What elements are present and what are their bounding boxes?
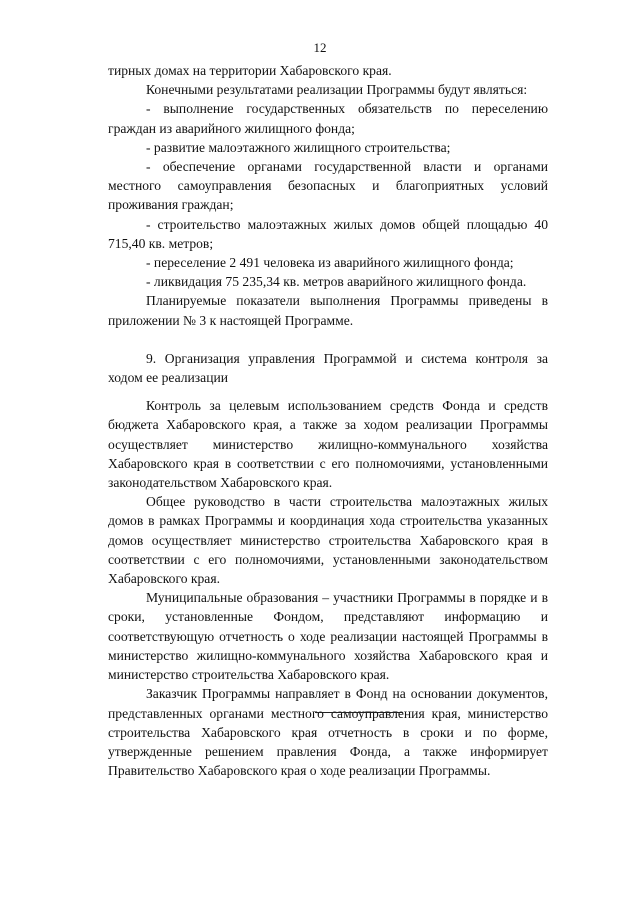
- list-item: - переселение 2 491 человека из аварийного жилищного фонда;: [146, 255, 514, 271]
- paragraph: Муниципальные образования – участники Программы в порядке и в сроки, установленные Фондом, представляют информацию и соответствующую отчетность о ходе реализации настоящей Программы в министерство жилищно-коммунального хозяйства Хабаровского края и министерство строительства Хабаровского края.: [108, 590, 548, 683]
- list-item: - строительство малоэтажных жилых домов общей площадью 40 715,40 кв. метров;: [108, 216, 548, 251]
- paragraph: тирных домах на территории Хабаровского края.: [108, 63, 392, 78]
- list-item: - выполнение государственных обязательств по переселению граждан из аварийного жилищного фонда;: [108, 101, 548, 136]
- page-number: 12: [313, 40, 327, 55]
- list-item: - обеспечение органами государственной власти и органами местного самоуправления безопасных и благоприятных условий проживания граждан;: [108, 159, 548, 213]
- paragraph: Конечными результатами реализации Программы будут являться:: [146, 82, 528, 98]
- section-body: [108, 396, 548, 780]
- page-content: [108, 61, 548, 780]
- paragraph: Планируемые показатели выполнения Программы приведены в приложении № 3 к настоящей Программе.: [108, 293, 548, 328]
- paragraph: Заказчик Программы направляет в Фонд на основании документов, представленных органами местного самоуправления края, министерство строительства Хабаровского края отчетность в сроки и по форме, утвержденные решением правления Фонда, а также информирует Правительство Хабаровского края о ходе реализации Программы.: [108, 686, 548, 779]
- paragraph: Контроль за целевым использованием средств Фонда и средств бюджета Хабаровского края, а также за ходом реализации Программы осуществляет министерство жилищно-коммунального хозяйства Хабаровского края в соответствии с его полномочиями, установленными законодательством Хабаровского края.: [108, 398, 548, 491]
- list-item: - развитие малоэтажного жилищного строительства;: [146, 139, 451, 155]
- results-block: [108, 61, 548, 330]
- section-heading: 9. Организация управления Программой и система контроля за ходом ее реализации: [108, 350, 548, 386]
- list-item: - ликвидация 75 235,34 кв. метров аварийного жилищного фонда.: [146, 274, 527, 290]
- end-divider: [315, 712, 403, 713]
- paragraph: Общее руководство в части строительства малоэтажных жилых домов в рамках Программы и координация хода строительства указанных домов осуществляет министерство строительства Хабаровского края в соответствии с его полномочиями, установленными законодательством Хабаровского края.: [108, 494, 548, 587]
